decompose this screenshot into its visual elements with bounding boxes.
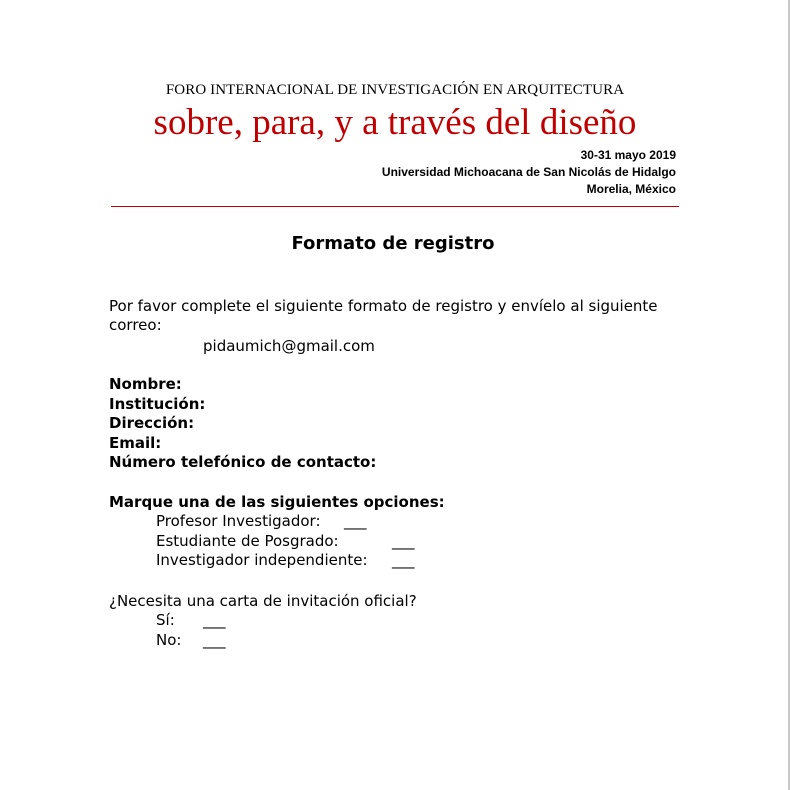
answer-label: Sí: <box>156 611 175 629</box>
event-info <box>382 147 676 198</box>
event-title: sobre, para, y a través del diseño <box>153 102 637 143</box>
forum-name: FORO INTERNACIONAL DE INVESTIGACIÓN EN ARQUITECTURA <box>165 82 625 98</box>
event-university: Universidad Michoacana de San Nicolás de Hidalgo <box>381 165 676 179</box>
option-independiente <box>156 551 415 570</box>
option-estudiante <box>156 532 415 551</box>
option-blank: ___ <box>392 551 415 569</box>
option-label: Estudiante de Posgrado: <box>156 532 339 550</box>
field-address-label: Dirección: <box>109 414 195 432</box>
field-email-label: Email: <box>109 434 162 452</box>
answer-blank: ___ <box>203 631 226 649</box>
form-title: Formato de registro <box>291 233 495 254</box>
header-divider <box>111 206 679 207</box>
option-label: Profesor Investigador: <box>156 512 321 530</box>
field-name-label: Nombre: <box>109 375 182 393</box>
invitation-yes <box>156 611 226 630</box>
options-heading: Marque una de las siguientes opciones: <box>109 493 445 511</box>
option-profesor <box>156 512 367 531</box>
intro-text-line1: Por favor complete el siguiente formato de registro y envíelo al siguiente <box>109 297 658 315</box>
invitation-question: ¿Necesita una carta de invitación oficial? <box>109 592 417 610</box>
event-dates: 30-31 mayo 2019 <box>580 148 676 162</box>
option-blank: ___ <box>392 532 415 550</box>
answer-label: No: <box>156 631 182 649</box>
option-blank: ___ <box>344 512 367 530</box>
answer-blank: ___ <box>203 611 226 629</box>
contact-email: pidaumich@gmail.com <box>203 337 375 355</box>
option-label: Investigador independiente: <box>156 551 368 569</box>
field-institution-label: Institución: <box>109 395 206 413</box>
field-phone-label: Número telefónico de contacto: <box>109 453 377 471</box>
event-location: Morelia, México <box>586 182 676 196</box>
intro-text-line2: correo: <box>109 316 162 334</box>
invitation-no <box>156 631 226 650</box>
